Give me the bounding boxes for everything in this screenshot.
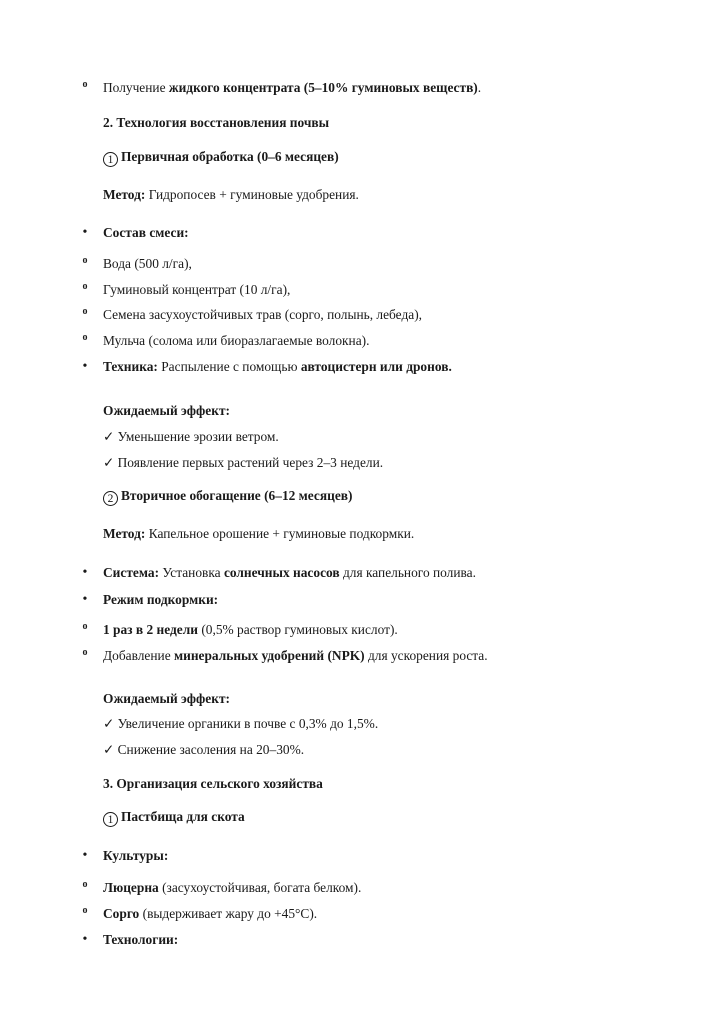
bullet-marker: • — [82, 592, 88, 607]
list-item: Люцерна (засухоустойчивая, богата белком). — [103, 880, 362, 895]
circled-number: 2 — [103, 491, 118, 506]
bullet-marker: • — [82, 565, 88, 580]
section-heading: 2. Технология восстановления почвы — [103, 115, 330, 130]
effect-item: ✓ Снижение засоления на 20–30%. — [103, 742, 305, 757]
list-item: Сорго (выдерживает жару до +45°С). — [103, 906, 318, 921]
sub-bullet-marker: o — [82, 647, 88, 658]
bullet-marker: • — [82, 359, 88, 374]
subsection-heading: 2 Вторичное обогащение (6–12 месяцев) — [103, 488, 352, 506]
list-item: Получение жидкого концентрата (5–10% гуминовых веществ). — [103, 80, 482, 95]
section-heading: 3. Организация сельского хозяйства — [103, 776, 323, 791]
subsection-heading: 1 Пастбища для скота — [103, 809, 245, 827]
list-item: Техника: Распыление с помощью автоцистерн или дронов. — [103, 359, 452, 374]
bullet-marker: • — [82, 225, 88, 240]
list-item: Система: Установка солнечных насосов для капельного полива. — [103, 565, 476, 580]
list-item: Добавление минеральных удобрений (NPK) для ускорения роста. — [103, 648, 488, 663]
effect-heading: Ожидаемый эффект: — [103, 403, 230, 418]
sub-bullet-marker: o — [82, 79, 88, 90]
effect-item: ✓ Уменьшение эрозии ветром. — [103, 429, 279, 444]
list-item: Вода (500 л/га), — [103, 256, 192, 271]
sub-bullet-marker: o — [82, 306, 88, 317]
effect-item: ✓ Увеличение органики в почве с 0,3% до 1,5%. — [103, 716, 379, 731]
circled-number: 1 — [103, 152, 118, 167]
effect-item: ✓ Появление первых растений через 2–3 недели. — [103, 455, 384, 470]
sub-bullet-marker: o — [82, 879, 88, 890]
check-icon: ✓ — [103, 455, 115, 470]
check-icon: ✓ — [103, 742, 115, 757]
list-item: Семена засухоустойчивых трав (сорго, полынь, лебеда), — [103, 307, 423, 322]
bullet-marker: • — [82, 932, 88, 947]
check-icon: ✓ — [103, 716, 115, 731]
list-item: 1 раз в 2 недели (0,5% раствор гуминовых кислот). — [103, 622, 398, 637]
sub-bullet-marker: o — [82, 332, 88, 343]
method-line: Метод: Капельное орошение + гуминовые подкормки. — [103, 526, 415, 541]
sub-bullet-marker: o — [82, 905, 88, 916]
list-item: Технологии: — [103, 932, 179, 947]
list-item: Гуминовый концентрат (10 л/га), — [103, 282, 291, 297]
list-item: Культуры: — [103, 848, 169, 863]
sub-bullet-marker: o — [82, 621, 88, 632]
list-item: Режим подкормки: — [103, 592, 219, 607]
method-line: Метод: Гидропосев + гуминовые удобрения. — [103, 187, 359, 202]
subsection-heading: 1 Первичная обработка (0–6 месяцев) — [103, 149, 339, 167]
sub-bullet-marker: o — [82, 281, 88, 292]
list-item: Состав смеси: — [103, 225, 189, 240]
check-icon: ✓ — [103, 429, 115, 444]
circled-number: 1 — [103, 812, 118, 827]
bullet-marker: • — [82, 848, 88, 863]
effect-heading: Ожидаемый эффект: — [103, 691, 230, 706]
list-item: Мульча (солома или биоразлагаемые волокна). — [103, 333, 370, 348]
sub-bullet-marker: o — [82, 255, 88, 266]
